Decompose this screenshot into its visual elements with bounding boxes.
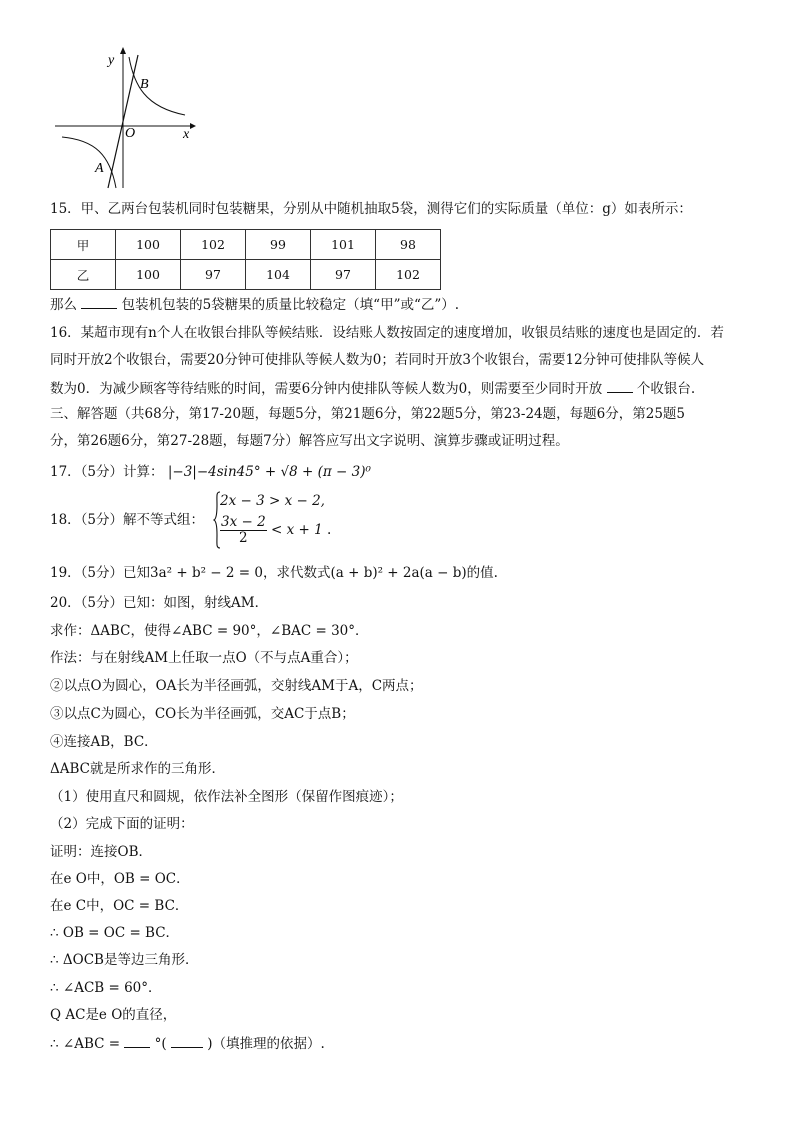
q20-line1: 20．（5分）已知：如图，射线AM． bbox=[50, 595, 269, 611]
q16-answer-blank[interactable] bbox=[607, 378, 633, 393]
q20-line15: ∴ ∠ACB = 60°． bbox=[50, 980, 162, 996]
q20-line16: Q AC是e O的直径， bbox=[50, 1007, 177, 1023]
q17-prefix: 17．（5分）计算： bbox=[50, 464, 164, 480]
q20-line17-pre: ∴ ∠ABC = bbox=[50, 1036, 121, 1052]
x-axis-arrow-icon bbox=[190, 123, 196, 129]
q17-line bbox=[50, 463, 371, 481]
q19-text: 19．（5分）已知3a² + b² − 2 = 0，求代数式(a + b)² + 2a(a − b)的值. bbox=[50, 565, 498, 581]
table-cell: 102 bbox=[181, 230, 246, 260]
q20-line14: ∴ ΔOCB是等边三角形． bbox=[50, 952, 199, 968]
q18-fraction-numerator: 3x − 2 bbox=[221, 514, 266, 530]
q18-period: . bbox=[326, 522, 332, 538]
q15-answer-post: 包装机包装的5袋糖果的质量比较稳定（填“甲”或“乙”）. bbox=[121, 297, 460, 313]
table-cell: 102 bbox=[376, 260, 441, 290]
table-cell: 101 bbox=[311, 230, 376, 260]
hyperbola-branch-left bbox=[62, 137, 116, 188]
table-cell: 104 bbox=[246, 260, 311, 290]
q20-line11: 在e O中，OB = OC． bbox=[50, 871, 190, 887]
y-axis-label: y bbox=[108, 53, 115, 68]
q20-line3: 作法：与在射线AM上任取一点O（不与点A重合）； bbox=[50, 650, 358, 666]
q16-line2: 同时开放2个收银台，需要20分钟可使排队等候人数为0；若同时开放3个收银台，需要12分钟可使排队等候人 bbox=[50, 352, 705, 368]
q15-answer-pre: 那么 bbox=[50, 297, 77, 313]
q20-line2: 求作：ΔABC，使得∠ABC = 90°，∠BAC = 30°． bbox=[50, 623, 369, 639]
table-cell: 甲 bbox=[51, 230, 116, 260]
origin-label: O bbox=[125, 126, 136, 141]
q18-fraction-denominator: 2 bbox=[239, 530, 248, 546]
q18-fraction bbox=[220, 515, 267, 546]
q15-text: 15．甲、乙两台包装机同时包装糖果，分别从中随机抽取5袋，测得它们的实际质量（单位：g）如表所示： bbox=[50, 201, 692, 217]
q20-line17-mid: °( bbox=[154, 1036, 167, 1052]
q18-inequality2 bbox=[220, 515, 331, 546]
q15-answer-line bbox=[50, 294, 459, 314]
table-cell: 97 bbox=[311, 260, 376, 290]
q20-line7: ΔABC就是所求作的三角形． bbox=[50, 761, 225, 777]
table-cell: 100 bbox=[116, 230, 181, 260]
q17-expression: |−3|−4sin45° + √8 + (π − 3)⁰ bbox=[167, 464, 371, 480]
point-a-label: A bbox=[95, 161, 104, 176]
hyperbola-branch-right bbox=[129, 57, 185, 115]
q20-line9: （2）完成下面的证明： bbox=[50, 816, 194, 832]
q20-line13: ∴ OB = OC = BC． bbox=[50, 925, 180, 941]
q16-line3 bbox=[50, 378, 695, 398]
q20-line8: （1）使用直尺和圆规，依作法补全图形（保留作图痕迹）； bbox=[50, 789, 403, 805]
q20-line12: 在e C中，OC = BC． bbox=[50, 898, 189, 914]
table-cell: 100 bbox=[116, 260, 181, 290]
q20-line4: ②以点O为圆心，OA长为半径画弧，交射线AM于A，C两点； bbox=[50, 678, 423, 694]
function-graph bbox=[50, 45, 200, 190]
q20-line17-post: )（填推理的依据）. bbox=[207, 1036, 325, 1052]
q18-inequality1: 2x − 3 > x − 2, bbox=[220, 493, 325, 509]
q18-prefix: 18．（5分）解不等式组： bbox=[50, 512, 205, 528]
q20-angle-blank[interactable] bbox=[124, 1033, 150, 1048]
q20-line6: ④连接AB，BC． bbox=[50, 734, 158, 750]
q20-line10: 证明：连接OB． bbox=[50, 844, 152, 860]
q18-inequality2-rest: < x + 1 bbox=[270, 522, 323, 538]
table-row bbox=[51, 230, 441, 260]
table-row bbox=[51, 260, 441, 290]
table-cell: 99 bbox=[246, 230, 311, 260]
point-b-label: B bbox=[140, 77, 149, 92]
q20-reason-blank[interactable] bbox=[171, 1033, 203, 1048]
q16-line3-post: 个收银台. bbox=[636, 381, 696, 397]
y-axis-arrow-icon bbox=[120, 47, 126, 54]
table-cell: 98 bbox=[376, 230, 441, 260]
q20-line17 bbox=[50, 1033, 325, 1053]
section3-line1: 三、解答题（共68分，第17-20题，每题5分，第21题6分，第22题5分，第23-24题，每题6分，第25题5 bbox=[50, 406, 685, 422]
q15-table bbox=[50, 229, 441, 290]
table-cell: 97 bbox=[181, 260, 246, 290]
q16-line3-pre: 数为0．为减少顾客等待结账的时间，需要6分钟内使排队等候人数为0，则需要至少同时开放 bbox=[50, 381, 603, 397]
q16-line1: 16．某超市现有n个人在收银台排队等候结账．设结账人数按固定的速度增加，收银员结账的速度也是固定的．若 bbox=[50, 325, 724, 341]
q15-answer-blank[interactable] bbox=[81, 294, 117, 309]
section3-line2: 分，第26题6分，第27-28题，每题7分）解答应写出文字说明、演算步骤或证明过程。 bbox=[50, 433, 569, 449]
x-axis-label: x bbox=[183, 127, 190, 142]
table-cell: 乙 bbox=[51, 260, 116, 290]
q20-line5: ③以点C为圆心，CO长为半径画弧，交AC于点B； bbox=[50, 706, 355, 722]
